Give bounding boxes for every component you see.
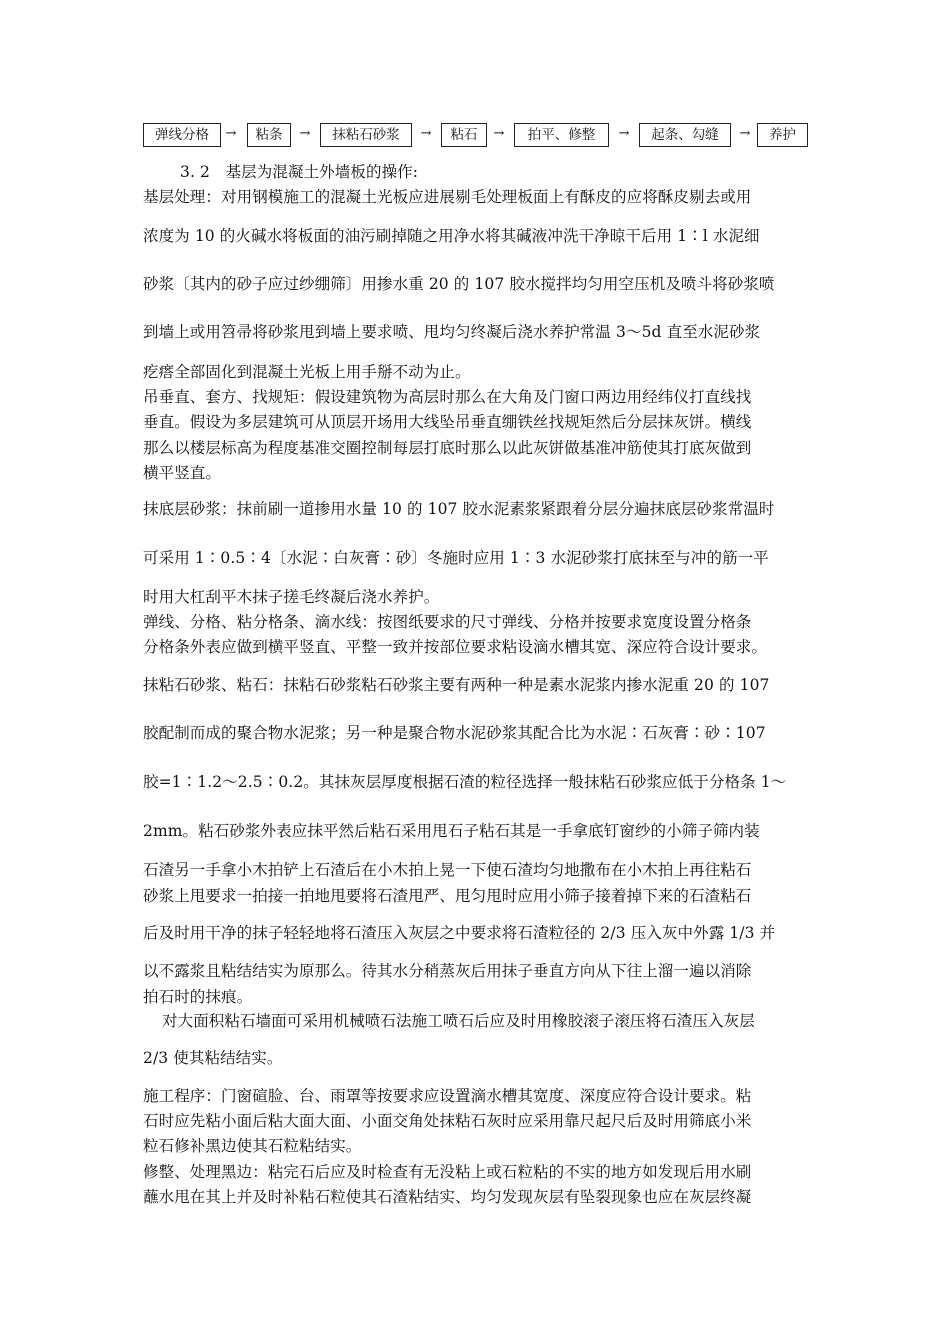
flow-step: 粘条	[247, 123, 291, 147]
flow-arrow: →	[299, 126, 311, 141]
paragraph-line: 蘸水甩在其上并及时补粘石粒使其石渣粘结实、均匀发现灰层有坠裂现象也应在灰层终凝	[143, 1188, 752, 1206]
flow-arrow: →	[739, 126, 751, 141]
paragraph-line: 胶配制而成的聚合物水泥浆；另一种是聚合物水泥砂浆其配合比为水泥∶石灰膏∶砂∶107	[143, 724, 766, 742]
flow-step: 养护	[757, 123, 808, 147]
flow-step: 粘石	[441, 123, 487, 147]
paragraph-line: 分格条外表应做到横平竖直、平整一致并按部位要求粘设滴水槽其宽、深应符合设计要求。	[143, 638, 768, 656]
paragraph-line: 横平竖直。	[143, 464, 222, 482]
flow-step: 抹粘石砂浆	[320, 123, 412, 147]
paragraph-line: 胶=1∶1.2～2.5∶0.2。其抹灰层厚度根据石渣的粒径选择一般抹粘石砂浆应低于分格条 1～	[143, 773, 787, 791]
flow-arrow: →	[225, 126, 237, 141]
paragraph-line: 抹粘石砂浆、粘石：抹粘石砂浆粘石砂浆主要有两种一种是素水泥浆内掺水泥重 20 的 107	[143, 676, 770, 694]
paragraph-line: 粒石修补黑边使其石粒粘结实。	[143, 1137, 362, 1155]
paragraph-line: 弹线、分格、粘分格条、滴水线：按图纸要求的尺寸弹线、分格并按要求宽度设置分格条	[143, 613, 752, 631]
paragraph-line: 修整、处理黑边：粘完石后应及时检查有无没粘上或石粒粘的不实的地方如发现后用水刷	[143, 1163, 752, 1181]
paragraph-line: 基层处理：对用钢模施工的混凝土光板应进展剔毛处理板面上有酥皮的应将酥皮剔去或用	[143, 188, 752, 206]
flow-step: 起条、勾缝	[639, 123, 731, 147]
paragraph-line: 2mm。粘石砂浆外表应抹平然后粘石采用甩石子粘石其是一手拿底钉窗纱的小筛子筛内装	[143, 822, 760, 840]
paragraph-line: 垂直。假设为多层建筑可从顶层开场用大线坠吊垂直绷铁丝找规矩然后分层抹灰饼。横线	[143, 413, 752, 431]
flow-arrow: →	[493, 126, 505, 141]
paragraph-line: 到墙上或用笤帚将砂浆甩到墙上要求喷、甩均匀终凝后浇水养护常温 3～5d 直至水泥砂浆	[143, 323, 761, 341]
flow-arrow: →	[618, 126, 630, 141]
paragraph-line: 吊垂直、套方、找规矩：假设建筑物为高层时那么在大角及门窗口两边用经纬仪打直线找	[143, 388, 752, 406]
paragraph-line: 抹底层砂浆：抹前刷一道掺用水量 10 的 107 胶水泥素浆紧跟着分层分遍抹底层砂浆常温时	[143, 500, 775, 518]
flow-arrow: →	[420, 126, 432, 141]
paragraph-line: 疙瘩全部固化到混凝土光板上用手掰不动为止。	[143, 363, 471, 381]
flow-step: 弹线分格	[143, 123, 221, 147]
paragraph-line: 施工程序：门窗碹脸、台、雨罩等按要求应设置滴水槽其宽度、深度应符合设计要求。粘	[143, 1087, 752, 1105]
paragraph-line: 2/3 使其粘结结实。	[143, 1049, 283, 1067]
paragraph-line: 砂浆上甩要求一拍接一拍地甩要将石渣甩严、甩匀甩时应用小筛子接着掉下来的石渣粘石	[143, 887, 752, 905]
paragraph-line: 浓度为 10 的火碱水将板面的油污刷掉随之用净水将其碱液冲洗干净晾干后用 1∶l 水泥细	[143, 227, 760, 245]
paragraph-line: 石时应先粘小面后粘大面大面、小面交角处抹粘石灰时应采用靠尺起尺后及时用筛底小米	[143, 1112, 752, 1130]
paragraph-line: 时用大杠刮平木抹子搓毛终凝后浇水养护。	[143, 588, 440, 606]
paragraph-line: 以不露浆且粘结结实为原那么。待其水分稍蒸灰后用抹子垂直方向从下往上溜一遍以消除	[143, 962, 752, 980]
section-heading: 3. 2 基层为混凝土外墙板的操作:	[180, 163, 419, 181]
paragraph-line: 可采用 1∶0.5∶4〔水泥∶白灰膏∶砂〕冬施时应用 1∶3 水泥砂浆打底抹至与冲的筋一平	[143, 549, 769, 567]
paragraph-line: 后及时用干净的抹子轻轻地将石渣压入灰层之中要求将石渣粒径的 2/3 压入灰中外露 1/3 并	[143, 924, 776, 942]
paragraph-line: 石渣另一手拿小木拍铲上石渣后在小木拍上晃一下使石渣均匀地撒布在小木拍上再往粘石	[143, 861, 752, 879]
flow-step: 拍平、修整	[514, 123, 609, 147]
paragraph-line: 砂浆〔其内的砂子应过纱绷筛〕用掺水重 20 的 107 胶水搅拌均匀用空压机及喷斗将砂浆喷	[143, 275, 775, 293]
paragraph-line: 那么以楼层标高为程度基准交圈控制每层打底时那么以此灰饼做基准冲筋使其打底灰做到	[143, 439, 752, 457]
paragraph-line: 对大面积粘石墙面可采用机械喷石法施工喷石后应及时用橡胶滚子滚压将石渣压入灰层	[162, 1012, 755, 1030]
paragraph-line: 拍石时的抹痕。	[143, 988, 253, 1006]
